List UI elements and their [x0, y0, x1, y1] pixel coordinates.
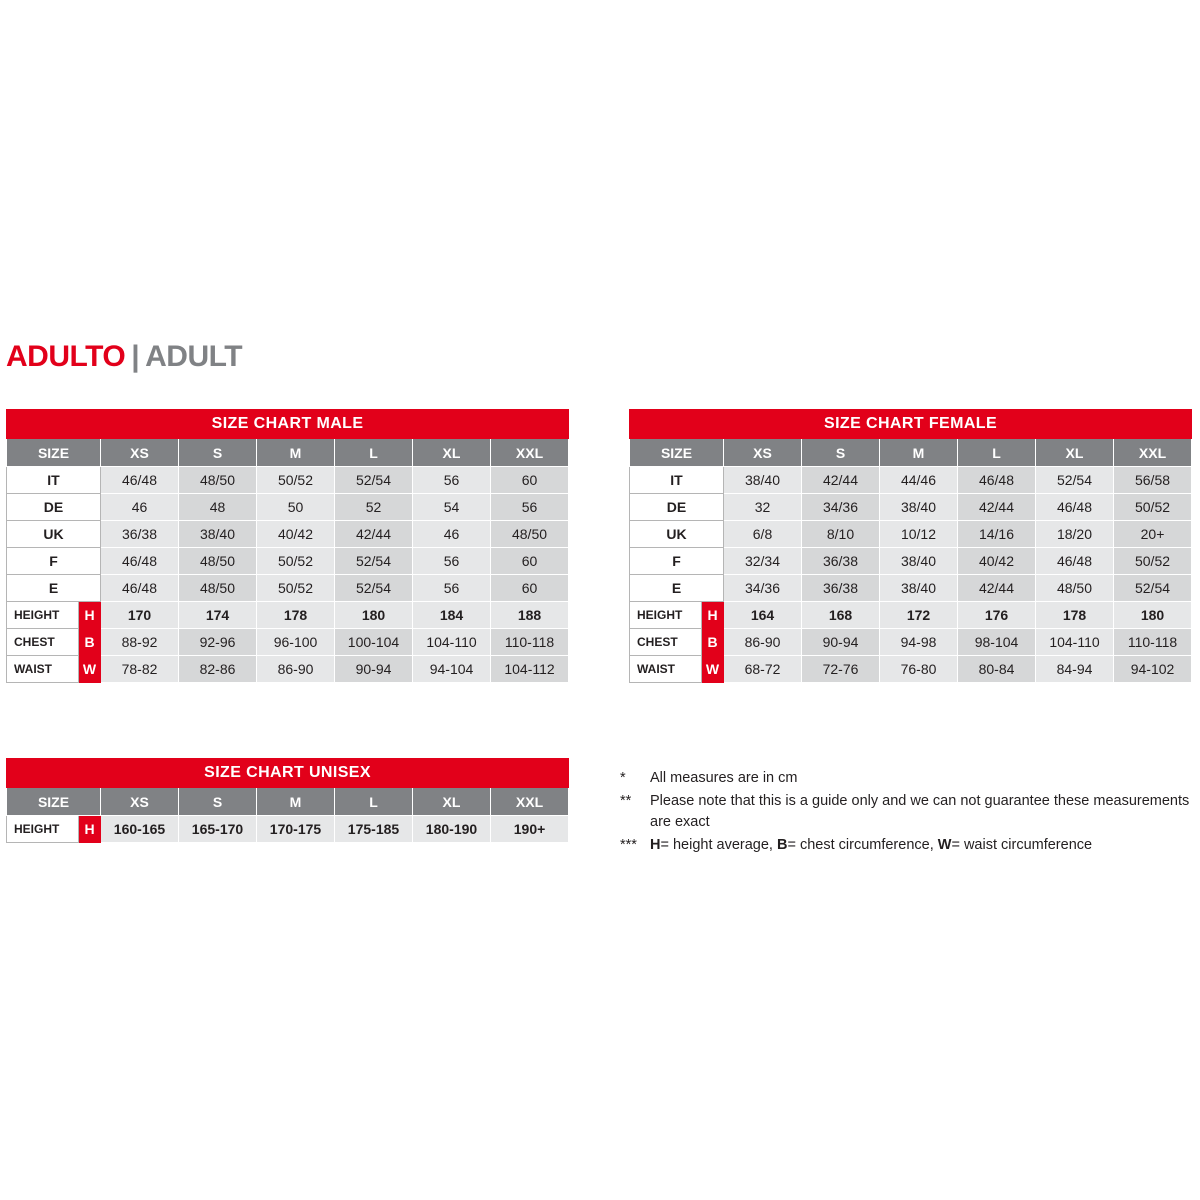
cell: 46/48 [101, 467, 179, 494]
cell: 42/44 [335, 521, 413, 548]
cell: 178 [1036, 602, 1114, 629]
note-marker: ** [620, 793, 632, 810]
cell: 80-84 [958, 656, 1036, 683]
cell: 170-175 [257, 816, 335, 843]
column-header-size: SIZE [7, 439, 101, 467]
cell: 56 [413, 548, 491, 575]
size-chart-female [629, 409, 1192, 683]
cell: 76-80 [880, 656, 958, 683]
cell: 170 [101, 602, 179, 629]
table-row [7, 494, 569, 521]
cell: 178 [257, 602, 335, 629]
row-label-de: DE [7, 494, 101, 521]
table-row [630, 602, 1192, 629]
cell: 164 [724, 602, 802, 629]
column-header-xs: XS [101, 439, 179, 467]
cell: 56/58 [1114, 467, 1192, 494]
cell: 8/10 [802, 521, 880, 548]
row-tag-h: H [702, 602, 724, 629]
cell: 46/48 [1036, 494, 1114, 521]
cell: 48 [179, 494, 257, 521]
column-header-xl: XL [413, 439, 491, 467]
cell: 190+ [491, 816, 569, 843]
cell: 78-82 [101, 656, 179, 683]
column-header-xxl: XXL [1114, 439, 1192, 467]
cell: 94-104 [413, 656, 491, 683]
cell: 68-72 [724, 656, 802, 683]
cell: 184 [413, 602, 491, 629]
row-label-e: E [7, 575, 101, 602]
table-row [7, 816, 569, 843]
row-label-de: DE [630, 494, 724, 521]
table-column-header-row [7, 788, 569, 816]
cell: 92-96 [179, 629, 257, 656]
cell: 172 [880, 602, 958, 629]
cell: 60 [491, 548, 569, 575]
row-tag-w: W [79, 656, 101, 683]
cell: 46/48 [101, 575, 179, 602]
cell: 86-90 [724, 629, 802, 656]
row-label-height: HEIGHT [630, 602, 702, 629]
column-header-xs: XS [101, 788, 179, 816]
table-row [7, 629, 569, 656]
cell: 42/44 [802, 467, 880, 494]
cell: 46 [413, 521, 491, 548]
cell: 56 [413, 467, 491, 494]
column-header-size: SIZE [630, 439, 724, 467]
cell: 86-90 [257, 656, 335, 683]
cell: 48/50 [1036, 575, 1114, 602]
row-tag-b: B [702, 629, 724, 656]
row-label-waist: WAIST [630, 656, 702, 683]
cell: 48/50 [179, 548, 257, 575]
table-header-row [7, 410, 569, 439]
table-row [630, 467, 1192, 494]
cell: 50/52 [257, 548, 335, 575]
row-label-uk: UK [630, 521, 724, 548]
cell: 174 [179, 602, 257, 629]
cell: 20+ [1114, 521, 1192, 548]
row-tag-w: W [702, 656, 724, 683]
cell: 110-118 [491, 629, 569, 656]
table-row [630, 521, 1192, 548]
cell: 40/42 [257, 521, 335, 548]
cell: 60 [491, 575, 569, 602]
column-header-m: M [880, 439, 958, 467]
cell: 188 [491, 602, 569, 629]
cell: 72-76 [802, 656, 880, 683]
cell: 36/38 [802, 575, 880, 602]
table-header-row [630, 410, 1192, 439]
cell: 180-190 [413, 816, 491, 843]
column-header-m: M [257, 788, 335, 816]
cell: 52/54 [335, 548, 413, 575]
cell: 42/44 [958, 575, 1036, 602]
row-tag-h: H [79, 602, 101, 629]
cell: 48/50 [179, 467, 257, 494]
cell: 90-94 [802, 629, 880, 656]
page-title [6, 340, 242, 374]
cell: 100-104 [335, 629, 413, 656]
cell: 82-86 [179, 656, 257, 683]
cell: 6/8 [724, 521, 802, 548]
cell: 94-102 [1114, 656, 1192, 683]
table-row [7, 548, 569, 575]
table-row [7, 467, 569, 494]
table-row [7, 575, 569, 602]
cell: 90-94 [335, 656, 413, 683]
cell: 176 [958, 602, 1036, 629]
cell: 104-112 [491, 656, 569, 683]
cell: 36/38 [101, 521, 179, 548]
row-label-e: E [630, 575, 724, 602]
cell: 52 [335, 494, 413, 521]
row-label-f: F [7, 548, 101, 575]
note-item [620, 835, 1200, 856]
cell: 168 [802, 602, 880, 629]
column-header-l: L [958, 439, 1036, 467]
note-item [620, 768, 1200, 789]
row-label-height: HEIGHT [7, 602, 79, 629]
table-row [7, 602, 569, 629]
cell: 175-185 [335, 816, 413, 843]
cell: 52/54 [335, 575, 413, 602]
cell: 165-170 [179, 816, 257, 843]
column-header-l: L [335, 788, 413, 816]
cell: 98-104 [958, 629, 1036, 656]
row-label-f: F [630, 548, 724, 575]
cell: 38/40 [880, 494, 958, 521]
cell: 48/50 [491, 521, 569, 548]
cell: 38/40 [880, 575, 958, 602]
cell: 50/52 [257, 467, 335, 494]
cell: 110-118 [1114, 629, 1192, 656]
cell: 42/44 [958, 494, 1036, 521]
cell: 46 [101, 494, 179, 521]
cell: 104-110 [1036, 629, 1114, 656]
cell: 38/40 [179, 521, 257, 548]
chart-heading: SIZE CHART FEMALE [630, 410, 1192, 439]
table-column-header-row [630, 439, 1192, 467]
column-header-s: S [179, 788, 257, 816]
cell: 56 [491, 494, 569, 521]
cell: 18/20 [1036, 521, 1114, 548]
cell: 40/42 [958, 548, 1036, 575]
column-header-size: SIZE [7, 788, 101, 816]
column-header-m: M [257, 439, 335, 467]
cell: 60 [491, 467, 569, 494]
cell: 104-110 [413, 629, 491, 656]
chart-heading: SIZE CHART MALE [7, 410, 569, 439]
column-header-xl: XL [413, 788, 491, 816]
cell: 48/50 [179, 575, 257, 602]
page-title-primary: ADULTO [6, 340, 126, 373]
cell: 44/46 [880, 467, 958, 494]
row-tag-h: H [79, 816, 101, 843]
table-row [7, 656, 569, 683]
table-column-header-row [7, 439, 569, 467]
cell: 180 [335, 602, 413, 629]
column-header-s: S [802, 439, 880, 467]
row-label-it: IT [7, 467, 101, 494]
cell: 10/12 [880, 521, 958, 548]
cell: 46/48 [958, 467, 1036, 494]
size-chart-unisex [6, 758, 569, 843]
cell: 38/40 [724, 467, 802, 494]
chart-heading: SIZE CHART UNISEX [7, 759, 569, 788]
cell: 160-165 [101, 816, 179, 843]
note-marker: * [620, 770, 626, 786]
row-label-height: HEIGHT [7, 816, 79, 843]
row-label-waist: WAIST [7, 656, 79, 683]
cell: 50 [257, 494, 335, 521]
note-text: All measures are in cm [650, 770, 798, 786]
size-chart-male [6, 409, 569, 683]
cell: 32/34 [724, 548, 802, 575]
column-header-l: L [335, 439, 413, 467]
cell: 36/38 [802, 548, 880, 575]
cell: 34/36 [802, 494, 880, 521]
table-row [630, 575, 1192, 602]
cell: 180 [1114, 602, 1192, 629]
table-row [7, 521, 569, 548]
column-header-xl: XL [1036, 439, 1114, 467]
cell: 52/54 [335, 467, 413, 494]
cell: 46/48 [101, 548, 179, 575]
row-label-uk: UK [7, 521, 101, 548]
cell: 50/52 [1114, 494, 1192, 521]
row-label-chest: CHEST [630, 629, 702, 656]
table-row [630, 656, 1192, 683]
table-row [630, 494, 1192, 521]
cell: 38/40 [880, 548, 958, 575]
cell: 46/48 [1036, 548, 1114, 575]
cell: 88-92 [101, 629, 179, 656]
note-text-rich: H= height average, B= chest circumference, W= waist circumference [650, 837, 1093, 854]
row-tag-b: B [79, 629, 101, 656]
cell: 34/36 [724, 575, 802, 602]
cell: 94-98 [880, 629, 958, 656]
cell: 84-94 [1036, 656, 1114, 683]
column-header-xxl: XXL [491, 439, 569, 467]
table-header-row [7, 759, 569, 788]
note-marker: *** [620, 837, 637, 854]
cell: 54 [413, 494, 491, 521]
cell: 14/16 [958, 521, 1036, 548]
note-text: Please note that this is a guide only and we can not guarantee these measurements are exact [650, 793, 1190, 831]
note-item [620, 791, 1200, 833]
page-title-separator: | [131, 340, 140, 373]
row-label-chest: CHEST [7, 629, 79, 656]
cell: 56 [413, 575, 491, 602]
cell: 50/52 [1114, 548, 1192, 575]
cell: 52/54 [1036, 467, 1114, 494]
table-row [630, 629, 1192, 656]
cell: 52/54 [1114, 575, 1192, 602]
column-header-s: S [179, 439, 257, 467]
cell: 50/52 [257, 575, 335, 602]
page-title-secondary: ADULT [145, 340, 243, 373]
notes-block [620, 768, 1200, 858]
column-header-xxl: XXL [491, 788, 569, 816]
table-row [630, 548, 1192, 575]
row-label-it: IT [630, 467, 724, 494]
column-header-xs: XS [724, 439, 802, 467]
cell: 32 [724, 494, 802, 521]
cell: 96-100 [257, 629, 335, 656]
